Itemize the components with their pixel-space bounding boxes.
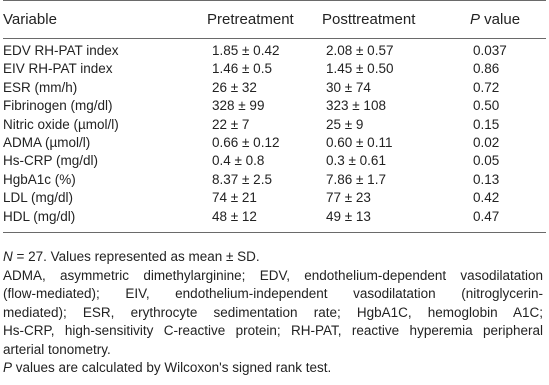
cell-p-value: 0.72 [473, 79, 500, 95]
table-footnotes [3, 248, 543, 378]
header-p-value [470, 11, 520, 28]
cell-p-value: 0.86 [473, 61, 500, 77]
footnote-n-rest: = 27. Values represented as mean ± SD. [12, 249, 260, 264]
header-pretreatment: Pretreatment [207, 11, 294, 28]
cell-pretreatment: 328 ± 99 [212, 98, 265, 114]
cell-p-value: 0.05 [473, 153, 500, 169]
table-row [3, 172, 546, 190]
cell-p-value: 0.42 [473, 190, 500, 206]
cell-variable: EIV RH-PAT index [3, 61, 113, 77]
cell-pretreatment: 26 ± 32 [212, 79, 257, 95]
cell-p-value: 0.15 [473, 116, 500, 132]
header-p-rest: value [480, 11, 521, 28]
cell-variable: ADMA (µmol/l) [3, 134, 91, 150]
cell-p-value: 0.13 [473, 171, 500, 187]
header-posttreatment: Posttreatment [322, 11, 416, 28]
footnote-abbrev-line: (flow-mediated); EIV, endothelium-independent vasodilatation (nitroglycerin- [3, 286, 543, 301]
cell-pretreatment: 8.37 ± 2.5 [212, 171, 272, 187]
cell-variable: HgbA1c (%) [3, 171, 76, 187]
cell-pretreatment: 48 ± 12 [212, 208, 257, 224]
table-row [3, 61, 546, 79]
cell-variable: HDL (mg/dl) [3, 208, 76, 224]
table-row [3, 153, 546, 171]
table-row [3, 190, 546, 208]
cell-posttreatment: 2.08 ± 0.57 [326, 43, 394, 58]
cell-posttreatment: 77 ± 23 [326, 190, 371, 206]
footnote-p-letter: P [3, 360, 13, 375]
table-body [3, 39, 546, 233]
table-row [3, 80, 546, 98]
cell-posttreatment: 25 ± 9 [326, 116, 364, 132]
cell-posttreatment: 30 ± 74 [326, 79, 371, 95]
footnote-sample-size [3, 248, 543, 267]
cell-variable: EDV RH-PAT index [3, 43, 119, 58]
cell-posttreatment: 1.45 ± 0.50 [326, 61, 394, 77]
table-header-row [3, 0, 546, 39]
cell-posttreatment: 49 ± 13 [326, 208, 371, 224]
footnote-p-rest: values are calculated by Wilcoxon's signed rank test. [12, 360, 332, 375]
cell-posttreatment: 0.60 ± 0.11 [326, 134, 393, 150]
cell-posttreatment: 323 ± 108 [326, 98, 386, 114]
table-row [3, 98, 546, 116]
cell-pretreatment: 0.4 ± 0.8 [212, 153, 265, 169]
cell-pretreatment: 0.66 ± 0.12 [212, 134, 280, 150]
cell-pretreatment: 22 ± 7 [212, 116, 250, 132]
header-variable: Variable [3, 11, 57, 28]
table-row [3, 117, 546, 135]
cell-variable: ESR (mm/h) [3, 79, 78, 95]
cell-variable: Hs-CRP (mg/dl) [3, 153, 99, 169]
header-p-letter: P [470, 11, 481, 28]
table-row [3, 135, 546, 153]
cell-pretreatment: 74 ± 21 [212, 190, 257, 206]
cell-p-value: 0.50 [473, 98, 500, 114]
footnote-abbrev-line: ADMA, asymmetric dimethylarginine; EDV, endothelium-dependent vasodilatation [3, 267, 543, 283]
cell-variable: Nitric oxide (µmol/l) [3, 116, 119, 132]
footnote-abbrev-line: mediated); ESR, erythrocyte sedimentation rate; HgbA1C, hemoglobin A1C; [3, 304, 543, 320]
cell-variable: Fibrinogen (mg/dl) [3, 98, 113, 114]
cell-p-value: 0.47 [473, 208, 500, 224]
cell-pretreatment: 1.85 ± 0.42 [212, 43, 280, 58]
table-row [3, 209, 546, 227]
cell-variable: LDL (mg/dl) [3, 190, 74, 206]
cell-posttreatment: 7.86 ± 1.7 [326, 171, 386, 187]
cell-posttreatment: 0.3 ± 0.61 [326, 153, 386, 169]
table-row [3, 43, 546, 61]
footnote-p-values [3, 359, 543, 378]
footnote-abbrev-line: Hs-CRP, high-sensitivity C-reactive protein; RH-PAT, reactive hyperemia peripheral [3, 323, 543, 338]
results-table [3, 0, 546, 233]
cell-p-value: 0.02 [473, 134, 500, 150]
cell-p-value: 0.037 [473, 43, 507, 58]
footnote-n-letter: N [3, 249, 13, 264]
cell-pretreatment: 1.46 ± 0.5 [212, 61, 272, 77]
footnote-abbrev-last: arterial tonometry. [3, 341, 111, 357]
